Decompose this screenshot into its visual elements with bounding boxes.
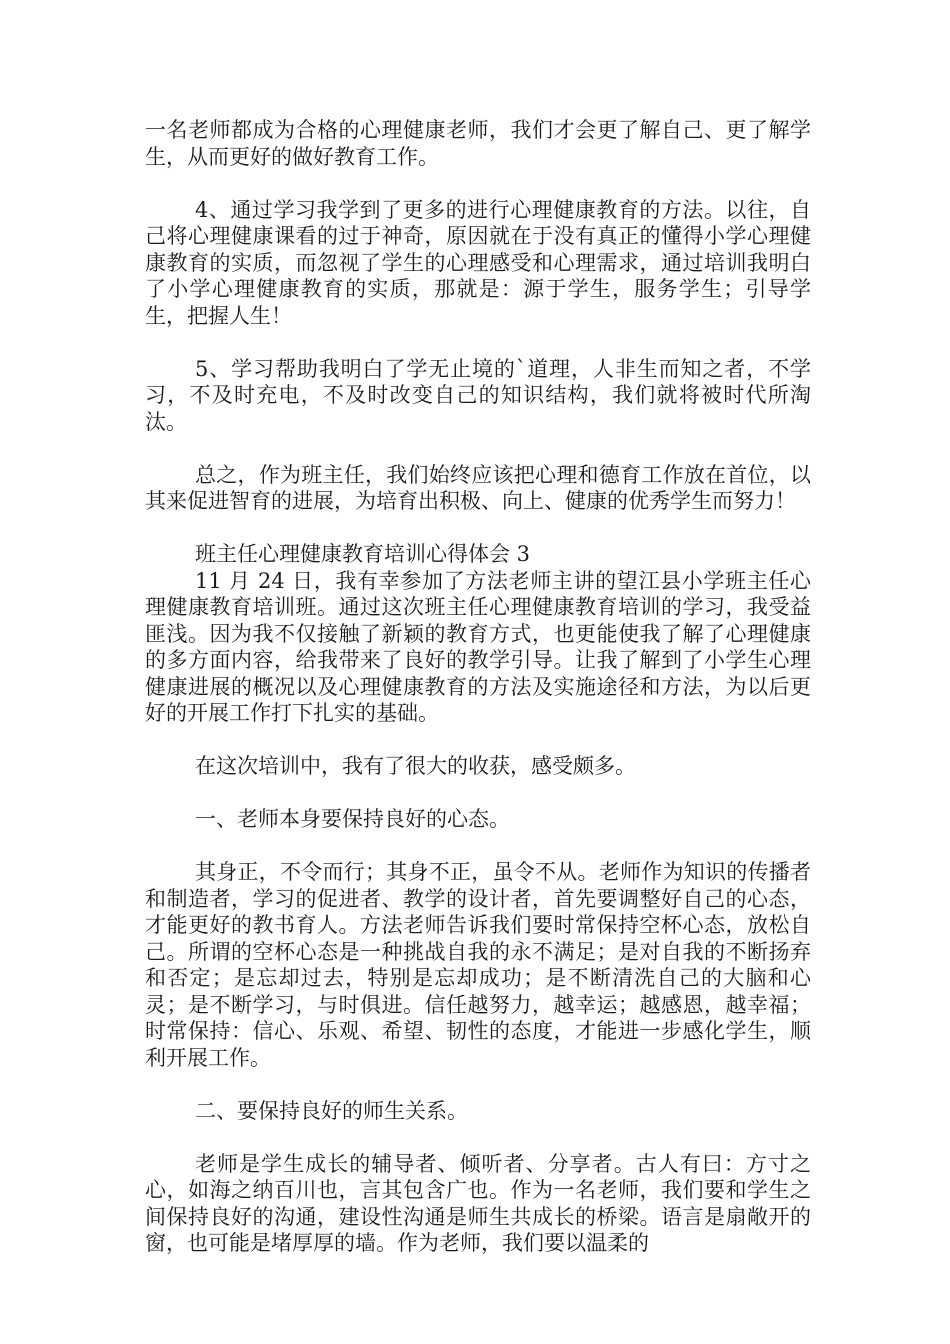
document-page — [145, 117, 811, 1257]
paragraph-3: 5、学习帮助我明白了学无止境的`道理，人非生而知之者，不学习，不及时充电，不及时改变自己的知识结构，我们就将被时代所淘汰。 — [145, 356, 811, 434]
paragraph-1: 一名老师都成为合格的心理健康老师，我们才会更了解自己、更了解学生，从而更好的做好教育工作。 — [145, 118, 811, 169]
paragraph-2: 4、通过学习我学到了更多的进行心理健康教育的方法。以往，自己将心理健康课看的过于神奇，原因就在于没有真正的懂得小学心理健康教育的实质，而忽视了学生的心理感受和心理需求，通过培训我明白了小学心理健康教育的实质，那就是：源于学生，服务学生；引导学生，把握人生！ — [145, 197, 811, 328]
subheading-1: 一、老师本身要保持良好的心态。 — [195, 807, 510, 831]
paragraph-5: 11 月 24 日，我有幸参加了方法老师主讲的望江县小学班主任心理健康教育培训班。通过这次班主任心理健康教育培训的学习，我受益匪浅。因为我不仅接触了新颖的教育方式，也更能使我了解了心理健康的多方面内容，给我带来了良好的教学引导。让我了解到了小学生心理健康进展的概况以及心理健康教育的方法及实施途径和方法，为以后更好的开展工作打下扎实的基础。 — [145, 568, 811, 725]
subheading-2: 二、要保持良好的师生关系。 — [195, 1098, 468, 1123]
paragraph-7: 其身正，不令而行；其身不正，虽令不从。老师作为知识的传播者和制造者，学习的促进者、教学的设计者，首先要调整好自己的心态，才能更好的教书育人。方法老师告诉我们要时常保持空杯心态，放松自己。所谓的空杯心态是一种挑战自我的永不满足；是对自我的不断扬弃和否定；是忘却过去，特别是忘却成功；是不断清洗自己的大脑和心灵；是不断学习，与时俱进。信任越努力，越幸运；越感恩，越幸福；时常保持：信心、乐观、希望、韧性的态度，才能进一步感化学生，顺利开展工作。 — [145, 860, 811, 1070]
paragraph-4: 总之，作为班主任，我们始终应该把心理和德育工作放在首位，以其来促进智育的进展，为培育出积极、向上、健康的优秀学生而努力！ — [145, 462, 811, 513]
section-heading: 班主任心理健康教育培训心得体会 3 — [195, 542, 531, 566]
paragraph-6: 在这次培训中，我有了很大的收获，感受颇多。 — [195, 754, 636, 778]
paragraph-8: 老师是学生成长的辅导者、倾听者、分享者。古人有曰：方寸之心，如海之纳百川也，言其包含广也。作为一名老师，我们要和学生之间保持良好的沟通，建设性沟通是师生共成长的桥梁。语言是扇敞开的窗，也可能是堵厚厚的墙。作为老师，我们要以温柔的 — [145, 1151, 811, 1255]
